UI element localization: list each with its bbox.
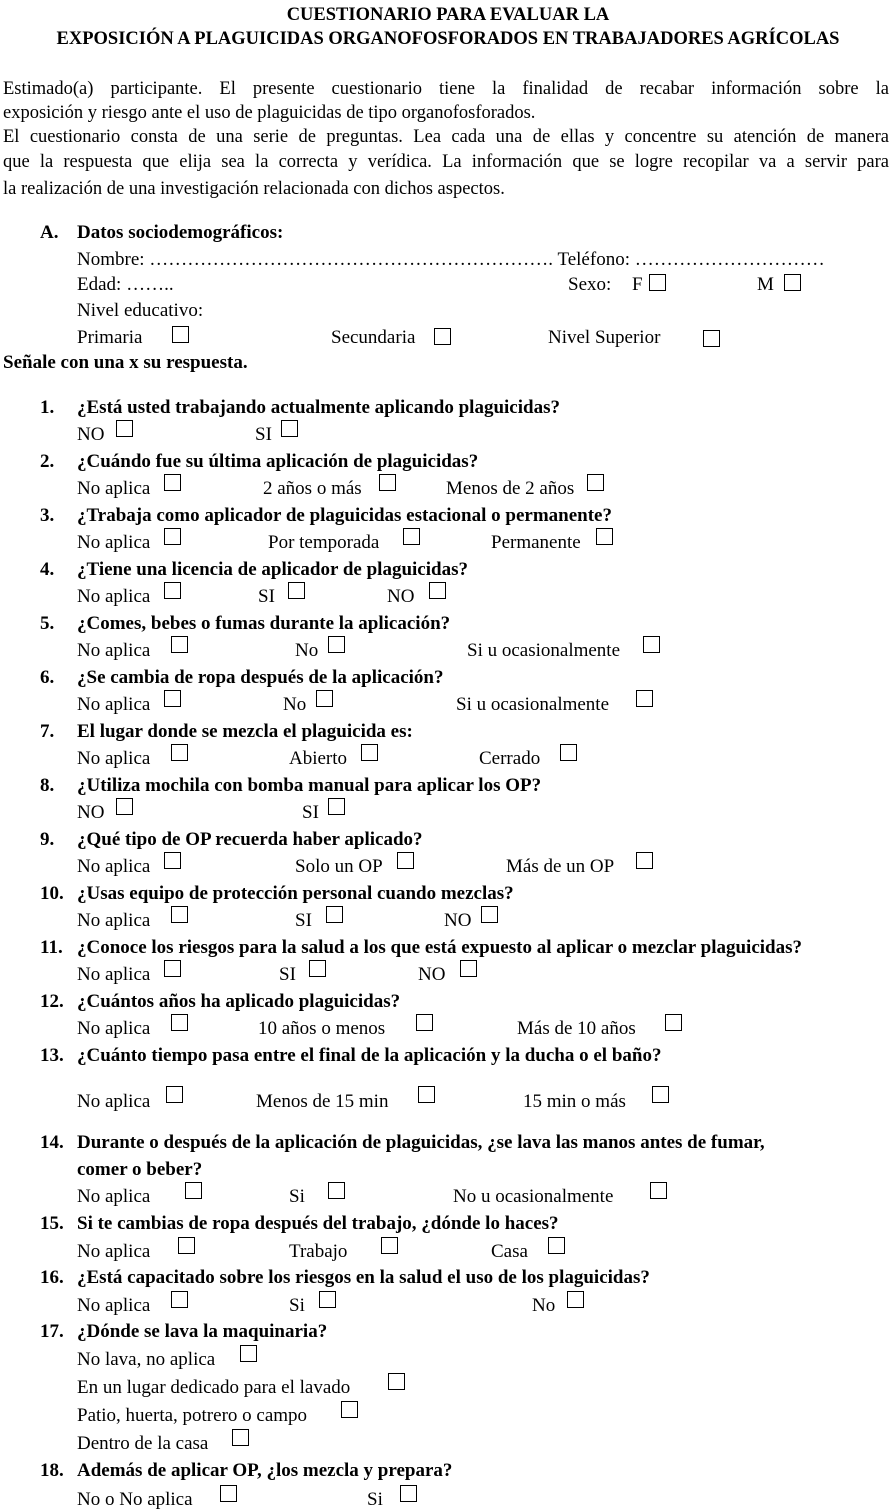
option-checkbox[interactable] (596, 528, 613, 545)
question-text: El lugar donde se mezcla el plaguicida es: (77, 721, 413, 742)
option-label: Dentro de la casa (77, 1433, 209, 1454)
option-checkbox[interactable] (164, 528, 181, 545)
option-label: No o No aplica (77, 1489, 193, 1510)
option-checkbox[interactable] (429, 582, 446, 599)
question-text: ¿Se cambia de ropa después de la aplicación? (77, 667, 444, 688)
option-label: No (532, 1295, 556, 1316)
option-label: Si u ocasionalmente (467, 640, 621, 661)
option-checkbox[interactable] (166, 1086, 183, 1103)
option-label: No (283, 694, 307, 715)
option-label: No aplica (77, 586, 151, 607)
option-label: Patio, huerta, potrero o campo (77, 1405, 308, 1426)
option-label: Menos de 2 años (446, 478, 575, 499)
question-text: ¿Utiliza mochila con bomba manual para aplicar los OP? (77, 775, 542, 796)
intro-line-4: que la respuesta que elija sea la correcta y verídica. La información que se logre recopilar va a servir para (3, 152, 889, 172)
question-text: ¿Conoce los riesgos para la salud a los que está expuesto al aplicar o mezclar plaguicidas? (77, 937, 802, 958)
question-number: 4. (40, 559, 55, 580)
question-number: 16. (40, 1267, 64, 1288)
option-label: Si u ocasionalmente (456, 694, 610, 715)
question-text: ¿Tiene una licencia de aplicador de plaguicidas? (77, 559, 468, 580)
option-checkbox[interactable] (116, 420, 133, 437)
option-label: SI (258, 586, 275, 607)
question-text: ¿Cuántos años ha aplicado plaguicidas? (77, 991, 401, 1012)
question-number: 11. (40, 937, 63, 958)
question-text: Además de aplicar OP, ¿los mezcla y prepara? (77, 1460, 453, 1481)
question-number: 18. (40, 1460, 64, 1481)
option-checkbox[interactable] (418, 1086, 435, 1103)
option-checkbox[interactable] (460, 960, 477, 977)
question-number: 12. (40, 991, 64, 1012)
option-checkbox[interactable] (164, 690, 181, 707)
intro-line-2: exposición y riesgo ante el uso de plaguicidas de tipo organofosforados. (3, 103, 536, 123)
option-checkbox[interactable] (288, 582, 305, 599)
nivel-superior-label: Nivel Superior (548, 327, 661, 348)
question-number: 10. (40, 883, 64, 904)
option-label: 15 min o más (523, 1091, 626, 1112)
option-label: Por temporada (268, 532, 380, 553)
option-checkbox[interactable] (164, 474, 181, 491)
question-number: 8. (40, 775, 55, 796)
option-checkbox[interactable] (643, 636, 660, 653)
option-label: 10 años o menos (258, 1018, 386, 1039)
option-checkbox[interactable] (650, 1182, 667, 1199)
option-label: No aplica (77, 1091, 151, 1112)
option-checkbox[interactable] (381, 1237, 398, 1254)
intro-line-1: Estimado(a) participante. El presente cuestionario tiene la finalidad de recabar información sobre la (3, 79, 889, 99)
question-text: ¿Comes, bebes o fumas durante la aplicación? (77, 613, 451, 634)
option-checkbox[interactable] (220, 1485, 237, 1502)
option-label: SI (279, 964, 296, 985)
question-number: 6. (40, 667, 55, 688)
question-text-continued: comer o beber? (77, 1159, 203, 1180)
option-label: No aplica (77, 1018, 151, 1039)
option-checkbox[interactable] (281, 420, 298, 437)
option-label: Menos de 15 min (256, 1091, 389, 1112)
option-checkbox[interactable] (388, 1373, 405, 1390)
option-label: No aplica (77, 1241, 151, 1262)
sexo-f-checkbox[interactable] (649, 274, 666, 291)
sexo-f-label: F (632, 274, 643, 295)
option-checkbox[interactable] (636, 690, 653, 707)
question-text: Si te cambias de ropa después del trabajo, ¿dónde lo haces? (77, 1213, 559, 1234)
option-checkbox[interactable] (240, 1345, 257, 1362)
option-checkbox[interactable] (341, 1401, 358, 1418)
option-label: No (295, 640, 319, 661)
option-checkbox[interactable] (316, 690, 333, 707)
question-number: 3. (40, 505, 55, 526)
option-checkbox[interactable] (379, 474, 396, 491)
option-checkbox[interactable] (171, 744, 188, 761)
option-checkbox[interactable] (178, 1237, 195, 1254)
section-a-heading: Datos sociodemográficos: (77, 222, 284, 243)
option-checkbox[interactable] (567, 1291, 584, 1308)
option-label: No aplica (77, 694, 151, 715)
option-label: No aplica (77, 856, 151, 877)
option-label: No aplica (77, 532, 151, 553)
question-text: ¿Está usted trabajando actualmente aplicando plaguicidas? (77, 397, 560, 418)
option-checkbox[interactable] (548, 1237, 565, 1254)
option-label: Más de 10 años (517, 1018, 636, 1039)
option-checkbox[interactable] (185, 1182, 202, 1199)
option-checkbox[interactable] (164, 852, 181, 869)
intro-line-3: El cuestionario consta de una serie de preguntas. Lea cada una de ellas y concentre su atención de manera (3, 127, 889, 147)
option-label: 2 años o más (263, 478, 362, 499)
option-label: Si (289, 1295, 305, 1316)
option-checkbox[interactable] (397, 852, 414, 869)
option-label: No aplica (77, 640, 151, 661)
question-number: 9. (40, 829, 55, 850)
section-a-letter: A. (40, 222, 59, 243)
option-label: NO (77, 802, 105, 823)
nivel-superior-checkbox[interactable] (703, 330, 720, 347)
option-checkbox[interactable] (116, 798, 133, 815)
option-checkbox[interactable] (232, 1429, 249, 1446)
question-text: ¿Qué tipo de OP recuerda haber aplicado? (77, 829, 423, 850)
option-checkbox[interactable] (171, 1014, 188, 1031)
option-checkbox[interactable] (171, 906, 188, 923)
option-label: NO (444, 910, 472, 931)
option-checkbox[interactable] (328, 636, 345, 653)
primaria-label: Primaria (77, 327, 143, 348)
question-number: 7. (40, 721, 55, 742)
question-text: ¿Cuánto tiempo pasa entre el final de la aplicación y la ducha o el baño? (77, 1045, 662, 1066)
secundaria-checkbox[interactable] (434, 328, 451, 345)
option-label: NO (77, 424, 105, 445)
option-checkbox[interactable] (587, 474, 604, 491)
option-checkbox[interactable] (164, 960, 181, 977)
question-text: ¿Dónde se lava la maquinaria? (77, 1321, 328, 1342)
option-checkbox[interactable] (560, 744, 577, 761)
option-checkbox[interactable] (164, 582, 181, 599)
nombre-telefono-field[interactable]: Nombre: ………………………………………………………. Teléfono: ………………………… (77, 249, 825, 270)
question-text: ¿Usas equipo de protección personal cuando mezclas? (77, 883, 514, 904)
option-checkbox[interactable] (416, 1014, 433, 1031)
secundaria-label: Secundaria (331, 327, 416, 348)
sexo-label: Sexo: (568, 274, 612, 295)
option-checkbox[interactable] (403, 528, 420, 545)
option-checkbox[interactable] (309, 960, 326, 977)
option-checkbox[interactable] (171, 1291, 188, 1308)
option-label: No lava, no aplica (77, 1349, 216, 1370)
option-label: En un lugar dedicado para el lavado (77, 1377, 351, 1398)
option-label: No aplica (77, 1186, 151, 1207)
option-label: Abierto (289, 748, 348, 769)
option-label: No aplica (77, 910, 151, 931)
edad-field[interactable]: Edad: …….. (77, 274, 174, 295)
option-label: SI (302, 802, 319, 823)
option-label: No u ocasionalmente (453, 1186, 614, 1207)
option-label: No aplica (77, 748, 151, 769)
primaria-checkbox[interactable] (172, 326, 189, 343)
option-label: SI (255, 424, 272, 445)
option-label: Si (367, 1489, 383, 1510)
option-label: Casa (491, 1241, 528, 1262)
instruction-text: Señale con una x su respuesta. (3, 352, 248, 373)
document-title-line-2: EXPOSICIÓN A PLAGUICIDAS ORGANOFOSFORADOS EN TRABAJADORES AGRÍCOLAS (56, 29, 840, 49)
question-number: 17. (40, 1321, 64, 1342)
option-checkbox[interactable] (481, 906, 498, 923)
nivel-educativo-label: Nivel educativo: (77, 300, 204, 321)
option-label: Permanente (491, 532, 581, 553)
option-label: Solo un OP (295, 856, 383, 877)
option-label: NO (387, 586, 415, 607)
option-label: Si (289, 1186, 305, 1207)
sexo-m-label: M (757, 274, 774, 295)
document-title-line-1: CUESTIONARIO PARA EVALUAR LA (286, 5, 610, 25)
question-number: 1. (40, 397, 55, 418)
option-label: SI (295, 910, 312, 931)
option-label: NO (418, 964, 446, 985)
question-number: 2. (40, 451, 55, 472)
option-label: Cerrado (479, 748, 541, 769)
question-text: ¿Trabaja como aplicador de plaguicidas estacional o permanente? (77, 505, 612, 526)
question-text: ¿Está capacitado sobre los riesgos en la salud el uso de los plaguicidas? (77, 1267, 650, 1288)
question-text: ¿Cuándo fue su última aplicación de plaguicidas? (77, 451, 479, 472)
option-checkbox[interactable] (171, 636, 188, 653)
option-checkbox[interactable] (652, 1086, 669, 1103)
question-number: 5. (40, 613, 55, 634)
question-number: 15. (40, 1213, 64, 1234)
option-checkbox[interactable] (319, 1291, 336, 1308)
intro-line-5: la realización de una investigación relacionada con dichos aspectos. (3, 179, 505, 199)
option-label: Trabajo (289, 1241, 348, 1262)
question-number: 13. (40, 1045, 64, 1066)
option-checkbox[interactable] (665, 1014, 682, 1031)
option-checkbox[interactable] (328, 1182, 345, 1199)
option-checkbox[interactable] (326, 906, 343, 923)
option-label: Más de un OP (506, 856, 615, 877)
option-checkbox[interactable] (636, 852, 653, 869)
option-label: No aplica (77, 1295, 151, 1316)
question-text: Durante o después de la aplicación de plaguicidas, ¿se lava las manos antes de fumar, (77, 1132, 765, 1153)
sexo-m-checkbox[interactable] (784, 274, 801, 291)
option-label: No aplica (77, 964, 151, 985)
option-checkbox[interactable] (361, 744, 378, 761)
option-checkbox[interactable] (400, 1485, 417, 1502)
question-number: 14. (40, 1132, 64, 1153)
option-checkbox[interactable] (328, 798, 345, 815)
option-label: No aplica (77, 478, 151, 499)
